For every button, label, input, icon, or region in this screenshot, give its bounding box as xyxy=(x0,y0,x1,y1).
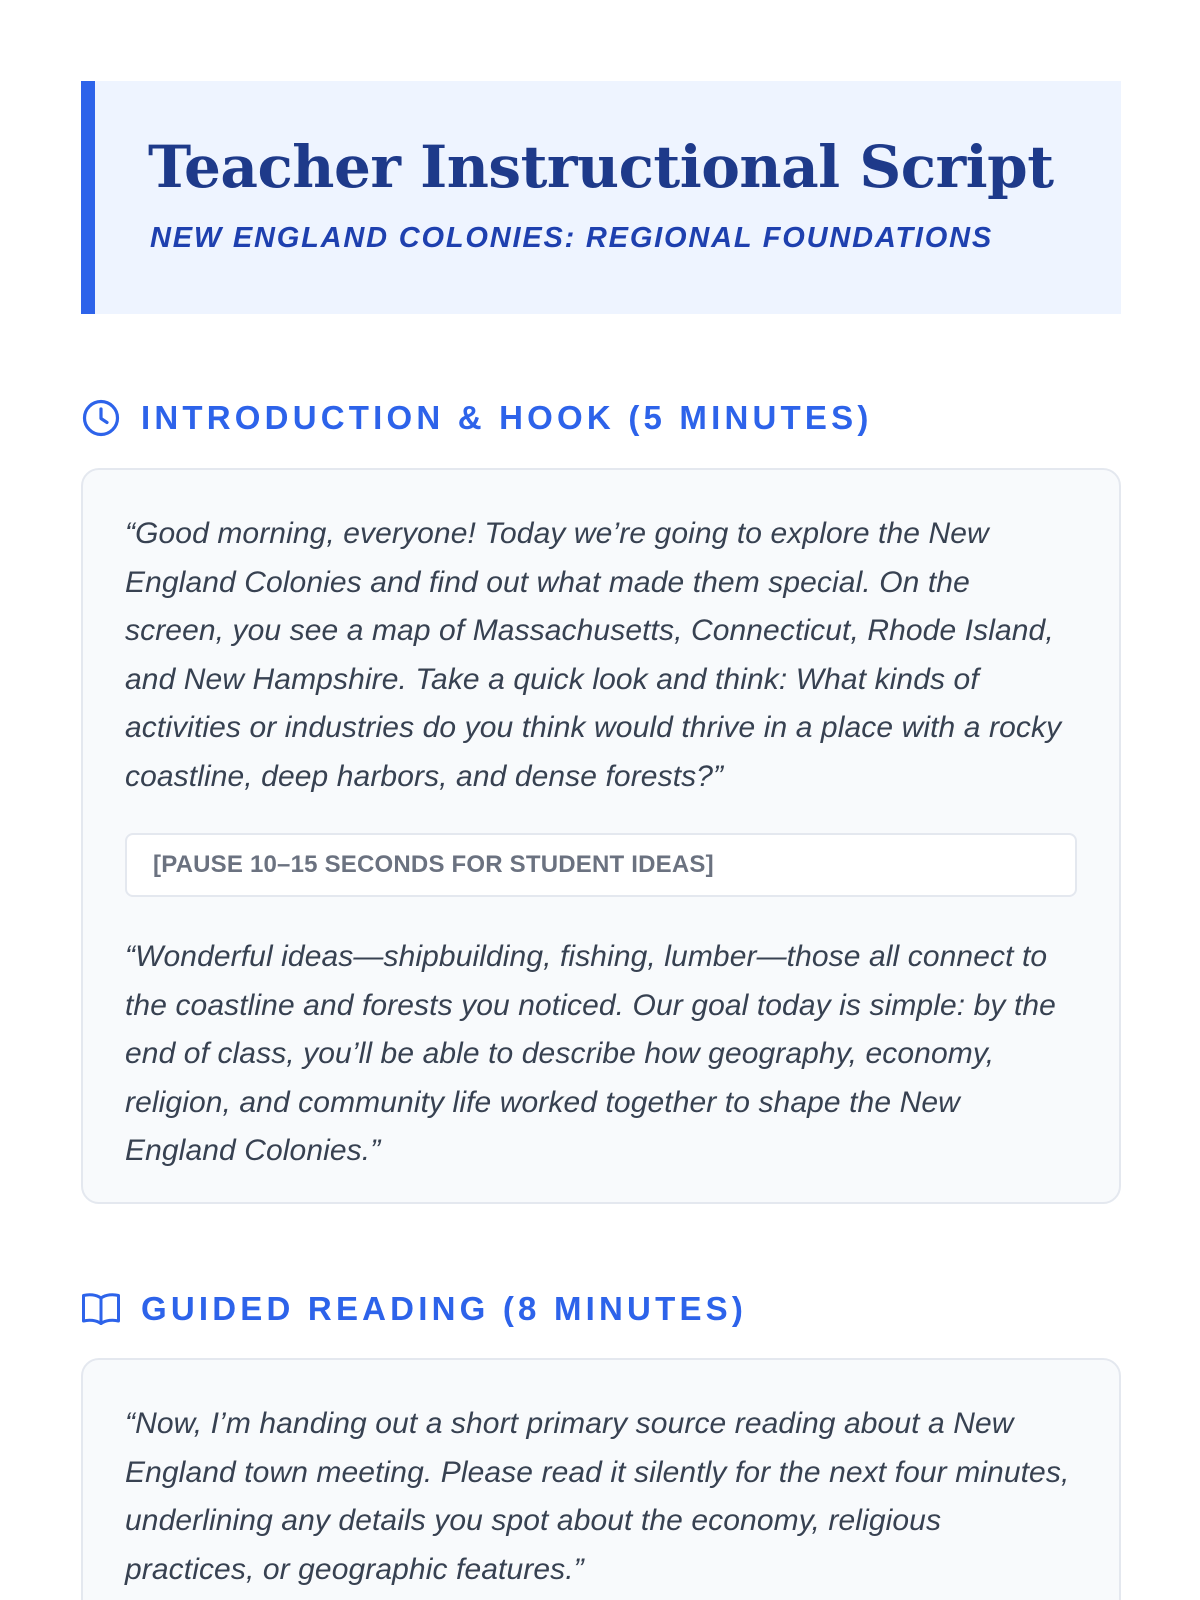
script-paragraph: “Wonderful ideas—shipbuilding, fishing, lumber—those all connect to the coastline and forests you noticed. Our goal today is simple: by the end of class, you’ll be able to describe how geography, economy, religion, and community life worked together to shape the New England Colonies.” xyxy=(125,940,1056,1167)
section-heading-guided-reading xyxy=(81,1287,747,1331)
script-card-guided-reading xyxy=(81,1358,1121,1600)
section-heading-text: GUIDED READING (8 MINUTES) xyxy=(141,1290,748,1327)
page-title: Teacher Instructional Script xyxy=(148,133,1054,201)
page-subtitle: NEW ENGLAND COLONIES: REGIONAL FOUNDATIONS xyxy=(150,222,994,254)
script-paragraph: “Now, I’m handing out a short primary source reading about a New England town meeting. Please read it silently for the next four minutes, underlining any details you spot about the economy, religious practices, or geographic features.” xyxy=(125,1407,1070,1586)
section-heading-introduction xyxy=(81,396,873,440)
script-card-introduction xyxy=(81,468,1121,1204)
clock-icon xyxy=(81,398,121,438)
pause-instruction: [PAUSE 10–15 SECONDS FOR STUDENT IDEAS] xyxy=(125,833,1077,897)
open-book-icon xyxy=(81,1289,121,1329)
script-paragraph: “Good morning, everyone! Today we’re going to explore the New England Colonies and find out what made them special. On the screen, you see a map of Massachusetts, Connecticut, Rhode Island, and New Hampshire. Take a quick look and think: What kinds of activities or industries do you think would thrive in a place with a rocky coastline, deep harbors, and dense forests?” xyxy=(125,517,1062,793)
section-heading-text: INTRODUCTION & HOOK (5 MINUTES) xyxy=(141,399,873,436)
script-header xyxy=(81,81,1121,314)
